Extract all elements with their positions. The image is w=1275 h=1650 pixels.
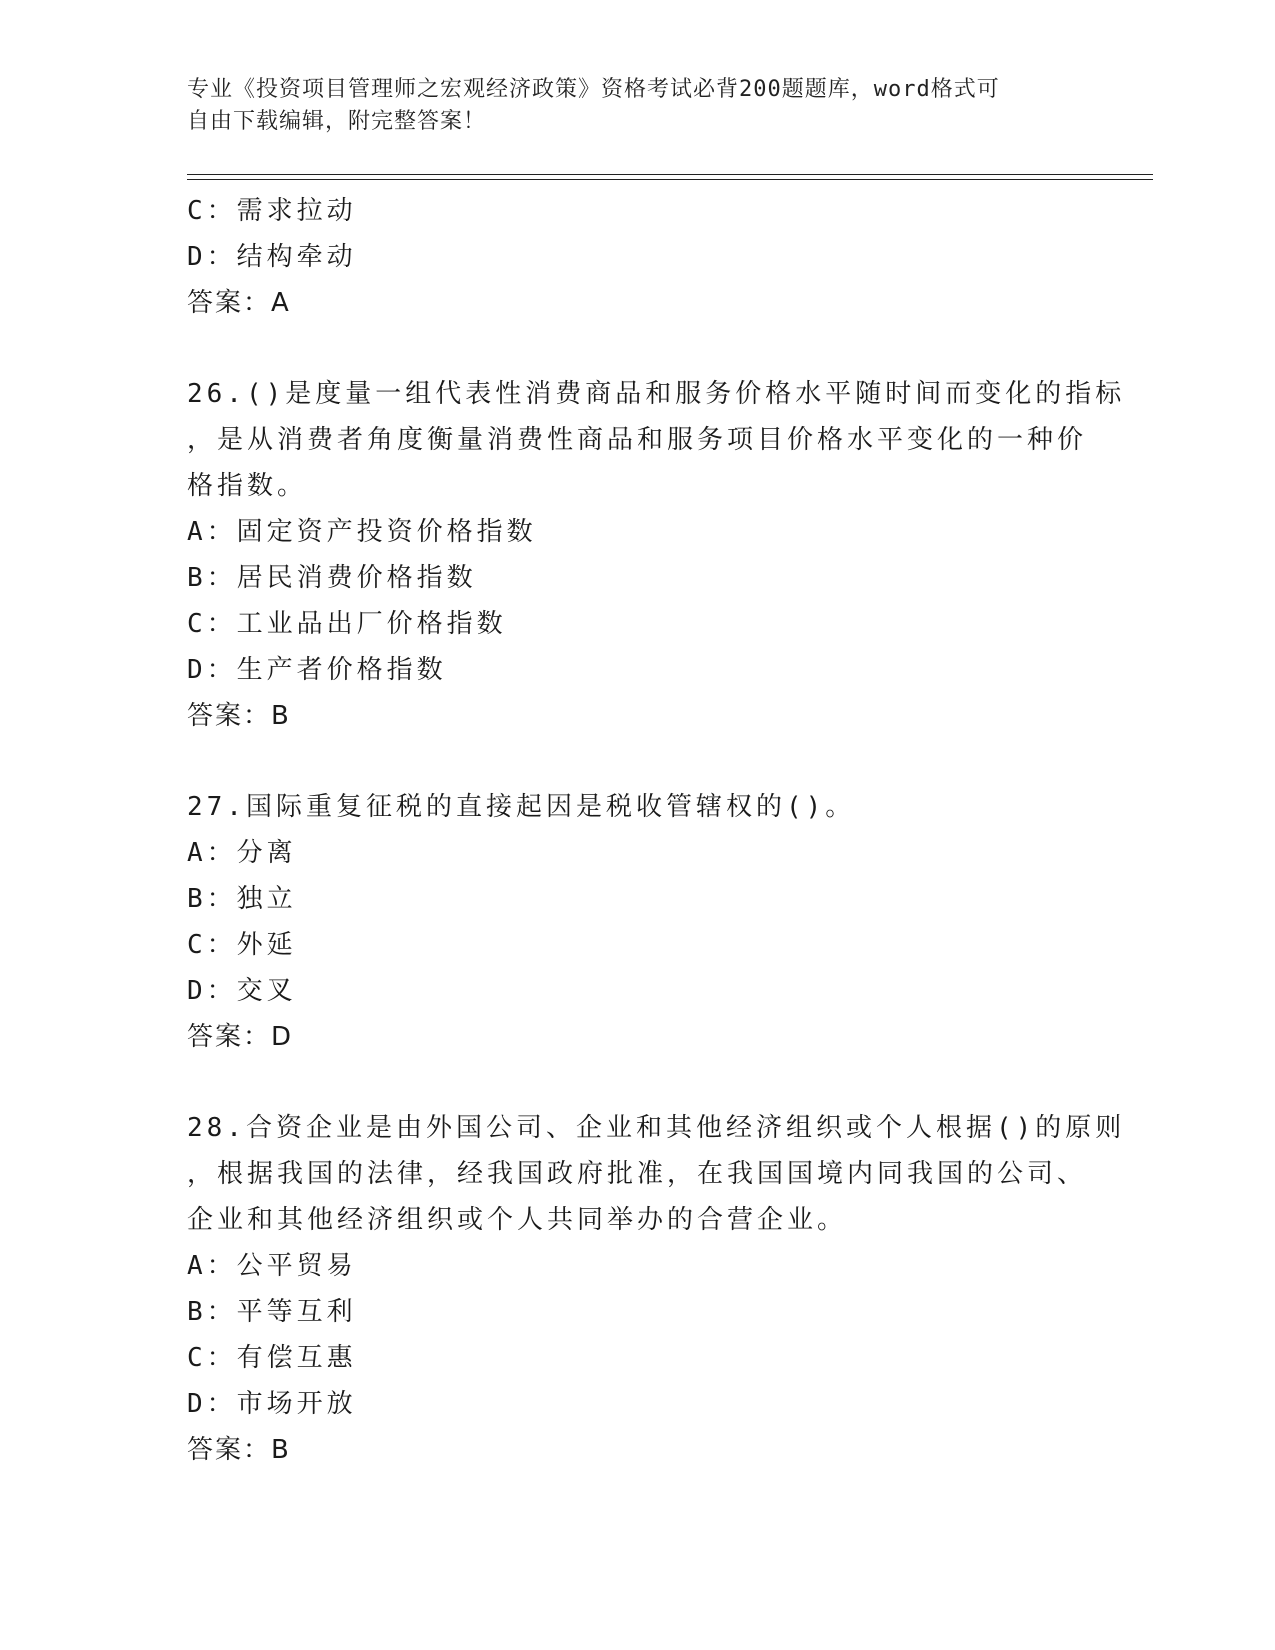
question-text: 格指数。 [187, 471, 308, 501]
answer: 答案：A [187, 288, 291, 318]
header-line-2: 自由下载编辑，附完整答案！ [187, 109, 487, 134]
option-c: C：有偿互惠 [187, 1343, 357, 1373]
question-26 [187, 371, 1126, 739]
option-d: D：交叉 [187, 976, 297, 1006]
question-text: 28.合资企业是由外国公司、企业和其他经济组织或个人根据()的原则 [187, 1113, 1126, 1143]
question-27 [187, 784, 1087, 1060]
answer: 答案：B [187, 701, 291, 731]
option-a: A：公平贸易 [187, 1251, 357, 1281]
answer: 答案：D [187, 1022, 294, 1052]
option-d: D：市场开放 [187, 1389, 357, 1419]
question-text: 企业和其他经济组织或个人共同举办的合营企业。 [187, 1205, 848, 1235]
option-b: B：平等互利 [187, 1297, 357, 1327]
question-28 [187, 1105, 1126, 1473]
option-c: C：需求拉动 [187, 196, 357, 226]
question-text: ，根据我国的法律，经我国政府批准，在我国国境内同我国的公司、 [187, 1159, 1088, 1189]
option-a: A：分离 [187, 838, 297, 868]
option-d: D：结构牵动 [187, 242, 357, 272]
header-divider-bottom [187, 179, 1153, 180]
header-divider-top [187, 174, 1153, 175]
option-d: D：生产者价格指数 [187, 655, 447, 685]
question-text: 27.国际重复征税的直接起因是税收管辖权的()。 [187, 792, 856, 822]
header-line-1: 专业《投资项目管理师之宏观经济政策》资格考试必背200题题库，word格式可 [187, 77, 1000, 102]
option-c: C：外延 [187, 930, 297, 960]
option-b: B：独立 [187, 884, 297, 914]
answer: 答案：B [187, 1435, 291, 1465]
document-header [187, 74, 1087, 138]
question-list [187, 188, 1126, 1473]
option-c: C：工业品出厂价格指数 [187, 609, 507, 639]
question-text: 26.()是度量一组代表性消费商品和服务价格水平随时间而变化的指标 [187, 379, 1126, 409]
option-a: A：固定资产投资价格指数 [187, 517, 537, 547]
option-b: B：居民消费价格指数 [187, 563, 477, 593]
question-text: ，是从消费者角度衡量消费性商品和服务项目价格水平变化的一种价 [187, 425, 1088, 455]
